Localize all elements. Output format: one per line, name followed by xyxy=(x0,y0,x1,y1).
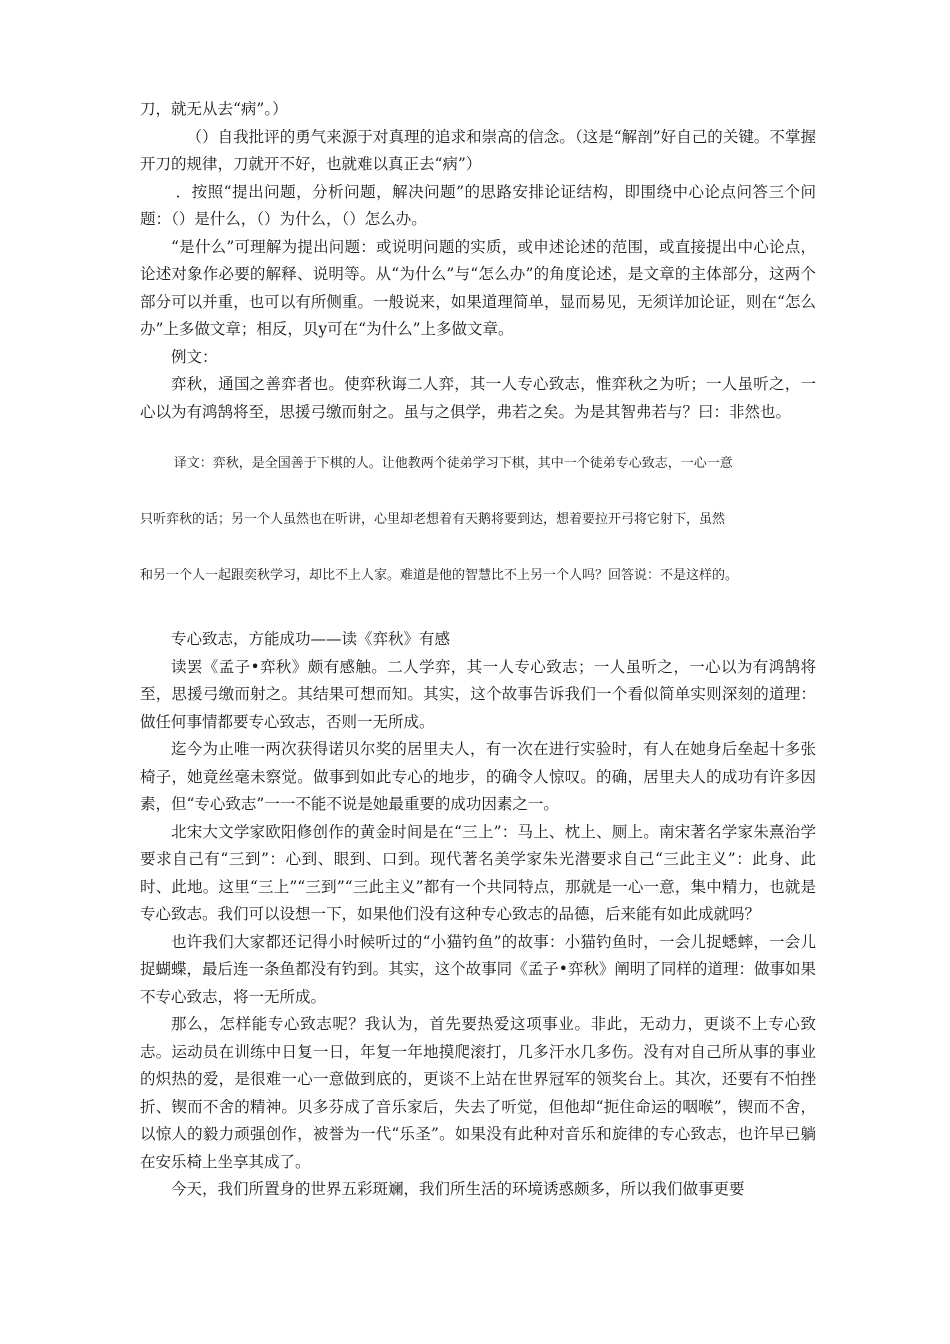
translation-line: 和另一个人一起跟奕秋学习，却比不上人家。难道是他的智慧比不上另一个人吗？回答说：不是这样的。 xyxy=(140,568,739,583)
paragraph-continuation: 刀，就无从去“病”。） xyxy=(140,100,288,118)
paragraph-structure-method: ．按照“提出问题，分析问题，解决问题”的思路安排论证结构，即围绕中心论点问答三个问题：（）是什么，（）为什么，（）怎么办。 xyxy=(140,182,816,228)
translation-block xyxy=(140,436,816,604)
translation-line: 译文：弈秋，是全国善于下棋的人。让他教两个徒弟学习下棋，其中一个徒弟专心致志，一心一意 xyxy=(173,456,733,471)
paragraph-what-why-how: “是什么”可理解为提出问题：或说明问题的实质，或申述论述的范围，或直接提出中心论点，论述对象作必要的解释、说明等。从“为什么”与“怎么办”的角度论述，是文章的主体部分，这两个部分可以并重，也可以有所侧重。一般说来，如果道理简单，显而易见，无须详加论证，则在“怎么办”上多做文章；相反，贝y可在“为什么”上多做文章。 xyxy=(140,237,816,338)
example-label: 例文： xyxy=(171,347,218,366)
essay-paragraph: 也许我们大家都还记得小时候听过的“小猫钓鱼”的故事：小猫钓鱼时，一会儿捉蟋蟀，一会儿捉蝴蝶，最后连一条鱼都没有钓到。其实，这个故事同《孟子•弈秋》阐明了同样的道理：做事如果不专心致志，将一无所成。 xyxy=(140,932,816,1006)
translation-line: 只听弈秋的话；另一个人虽然也在听讲，心里却老想着有天鹅将要到达，想着要拉开弓将它射下，虽然 xyxy=(140,512,726,527)
essay-paragraph: 迄今为止唯一两次获得诺贝尔奖的居里夫人，有一次在进行实验时，有人在她身后垒起十多张椅子，她竟丝毫未察觉。做事到如此专心的地步，的确令人惊叹。的确，居里夫人的成功有许多因素，但“专心致志”一一不能不说是她最重要的成功因素之一。 xyxy=(140,740,816,813)
document-page xyxy=(140,96,816,1204)
essay-title: 专心致志，方能成功——读《弈秋》有感 xyxy=(171,630,451,648)
classical-text: 弈秋，通国之善弈者也。使弈秋诲二人弈，其一人专心致志，惟弈秋之为听；一人虽听之，一心以为有鸿鹄将至，思援弓缴而射之。虽与之俱学，弗若之矣。为是其智弗若与？曰：非然也。 xyxy=(140,375,816,421)
essay-paragraph: 北宋大文学家欧阳修创作的黄金时间是在“三上”：马上、枕上、厕上。南宋著名学家朱熹治学要求自己有“三到”：心到、眼到、口到。现代著名美学家朱光潜要求自己“三此主义”：此身、此时、此地。这里“三上”“三到”“三此主义”都有一个共同特点，那就是一心一意，集中精力，也就是专心致志。我们可以设想一下，如果他们没有这种专心致志的品德，后来能有如此成就吗？ xyxy=(140,822,816,923)
paragraph-self-criticism: （）自我批评的勇气来源于对真理的追求和崇高的信念。（这是“解剖”好自己的关键。不掌握开刀的规律，刀就开不好，也就难以真正去“病”） xyxy=(140,127,816,173)
essay-paragraph: 读罢《孟子•弈秋》颇有感触。二人学弈，其一人专心致志；一人虽听之，一心以为有鸿鹄将至，思援弓缴而射之。其结果可想而知。其实，这个故事告诉我们一个看似简单实则深刻的道理：做任何事情都要专心致志，否则一无所成。 xyxy=(140,657,816,731)
essay-paragraph: 今天，我们所置身的世界五彩斑斓，我们所生活的环境诱惑颇多，所以我们做事更要 xyxy=(171,1180,745,1198)
essay-paragraph: 那么，怎样能专心致志呢？我认为，首先要热爱这项事业。非此，无动力，更谈不上专心致志。运动员在训练中日复一日，年复一年地摸爬滚打，几多汗水几多伤。没有对自己所从事的事业的炽热的爱，是很难一心一意做到底的，更谈不上站在世界冠军的领奖台上。其次，还要有不怕挫折、锲而不舍的精神。贝多芬成了音乐家后，失去了听觉，但他却“扼住命运的咽喉”，锲而不舍，以惊人的毅力顽强创作，被誉为一代“乐圣”。如果没有此种对音乐和旋律的专心致志，也许早已躺在安乐椅上坐享其成了。 xyxy=(140,1015,816,1171)
